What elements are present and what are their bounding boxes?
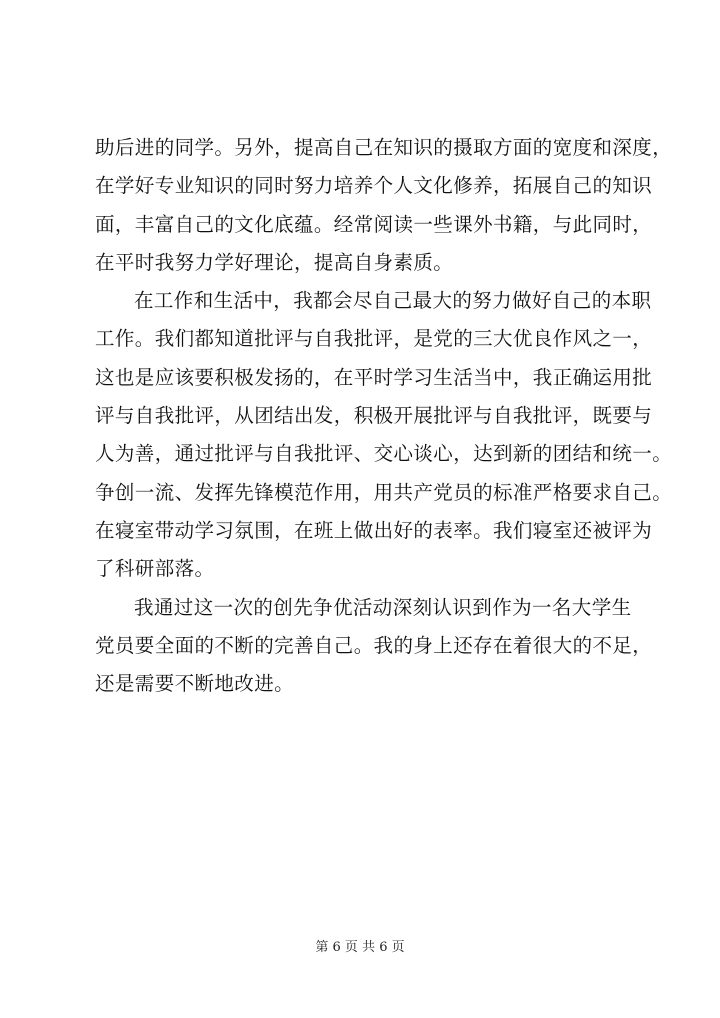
paragraph-start-line: 我通过这一次的创先争优活动深刻认识到作为一名大学生	[134, 595, 632, 619]
text-line: 争创一流、发挥先锋模范作用，用共产党员的标准严格要求自己。	[95, 480, 673, 504]
text-line: 评与自我批评，从团结出发，积极开展批评与自我批评，既要与	[95, 404, 653, 428]
text-line: 面，丰富自己的文化底蕴。经常阅读一些课外书籍，与此同时，	[95, 212, 653, 236]
paragraph-start-line: 在工作和生活中，我都会尽自己最大的努力做好自己的本职	[134, 289, 652, 313]
page-footer: 第 6 页 共 6 页	[315, 940, 405, 955]
text-line: 了科研部落。	[95, 557, 215, 581]
text-line: 这也是应该要积极发扬的，在平时学习生活当中，我正确运用批	[95, 365, 653, 389]
text-line: 工作。我们都知道批评与自我批评，是党的三大优良作风之一，	[95, 327, 653, 351]
text-line: 在学好专业知识的同时努力培养个人文化修养，拓展自己的知识	[95, 174, 653, 198]
text-line: 还是需要不断地改进。	[95, 672, 295, 696]
text-line: 在寝室带动学习氛围，在班上做出好的表率。我们寝室还被评为	[95, 518, 653, 542]
text-line: 人为善，通过批评与自我批评、交心谈心，达到新的团结和统一。	[95, 442, 673, 466]
text-line: 在平时我努力学好理论，提高自身素质。	[95, 250, 454, 274]
document-body	[95, 129, 673, 703]
text-line: 助后进的同学。另外，提高自己在知识的摄取方面的宽度和深度，	[95, 136, 673, 159]
text-line: 党员要全面的不断的完善自己。我的身上还存在着很大的不足，	[95, 633, 653, 657]
